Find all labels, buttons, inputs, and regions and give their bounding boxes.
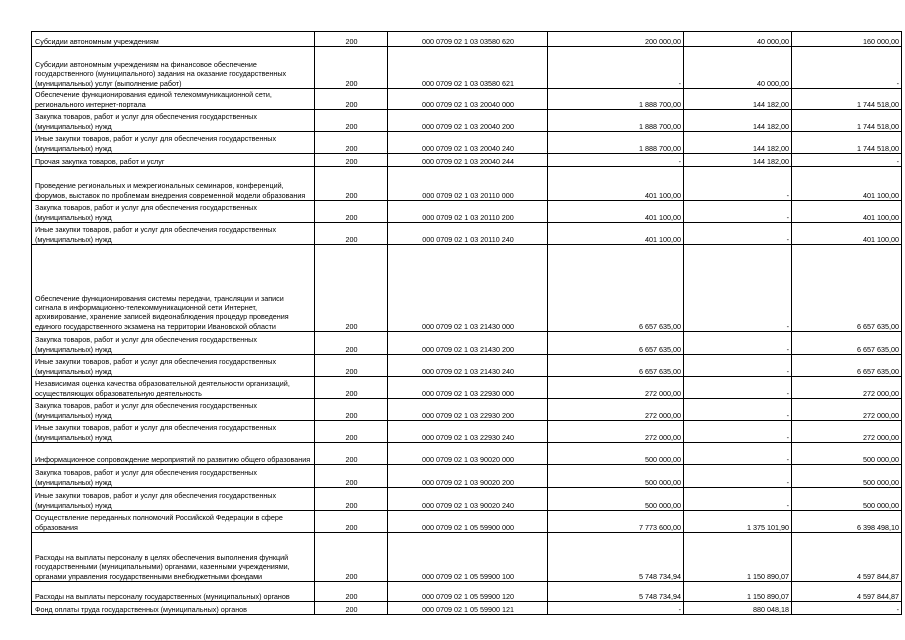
cell-code: 200 (315, 488, 388, 511)
table-body (32, 32, 902, 615)
cell-name: Обеспечение функционирования единой телекоммуникационной сети, регионального интернет-портала (32, 89, 315, 110)
cell-code: 200 (315, 32, 388, 47)
cell-name: Осуществление переданных полномочий Российской Федерации в сфере образования (32, 511, 315, 533)
cell-remaining: - (792, 602, 902, 615)
cell-approved: 401 100,00 (548, 201, 684, 223)
cell-kbk: 000 0709 02 1 05 59900 000 (388, 511, 548, 533)
cell-remaining: 401 100,00 (792, 201, 902, 223)
cell-remaining: 6 657 635,00 (792, 332, 902, 355)
cell-name: Субсидии автономным учреждениям на финансовое обеспечение государственного (муниципального) задания на оказание государственных (муниципальных) услуг (выполнение работ) (32, 47, 315, 89)
cell-approved: 500 000,00 (548, 488, 684, 511)
cell-approved: 401 100,00 (548, 167, 684, 201)
cell-remaining: 401 100,00 (792, 223, 902, 245)
cell-name: Расходы на выплаты персоналу государственных (муниципальных) органов (32, 582, 315, 602)
cell-code: 200 (315, 201, 388, 223)
cell-name: Субсидии автономным учреждениям (32, 32, 315, 47)
table-row (32, 533, 902, 582)
cell-name: Закупка товаров, работ и услуг для обеспечения государственных (муниципальных) нужд (32, 465, 315, 488)
cell-remaining: 272 000,00 (792, 377, 902, 399)
cell-remaining: 4 597 844,87 (792, 582, 902, 602)
table-row (32, 443, 902, 465)
cell-code: 200 (315, 533, 388, 582)
cell-remaining: 1 744 518,00 (792, 110, 902, 132)
table-row (32, 582, 902, 602)
cell-name: Прочая закупка товаров, работ и услуг (32, 154, 315, 167)
cell-code: 200 (315, 465, 388, 488)
cell-kbk: 000 0709 02 1 03 20110 000 (388, 167, 548, 201)
cell-kbk: 000 0709 02 1 03 90020 200 (388, 465, 548, 488)
cell-code: 200 (315, 421, 388, 443)
cell-executed: - (684, 399, 792, 421)
cell-code: 200 (315, 355, 388, 377)
cell-kbk: 000 0709 02 1 03 20110 200 (388, 201, 548, 223)
table-row (32, 511, 902, 533)
table-row (32, 488, 902, 511)
cell-kbk: 000 0709 02 1 03 03580 620 (388, 32, 548, 47)
cell-remaining: 272 000,00 (792, 421, 902, 443)
cell-kbk: 000 0709 02 1 03 90020 000 (388, 443, 548, 465)
cell-executed: 144 182,00 (684, 154, 792, 167)
cell-kbk: 000 0709 02 1 03 22930 000 (388, 377, 548, 399)
cell-code: 200 (315, 223, 388, 245)
cell-approved: 5 748 734,94 (548, 533, 684, 582)
cell-remaining: 6 398 498,10 (792, 511, 902, 533)
cell-approved: 272 000,00 (548, 399, 684, 421)
cell-executed: - (684, 245, 792, 332)
cell-executed: 144 182,00 (684, 110, 792, 132)
cell-executed: 1 150 890,07 (684, 533, 792, 582)
cell-approved: 1 888 700,00 (548, 89, 684, 110)
table-row (32, 602, 902, 615)
cell-kbk: 000 0709 02 1 03 03580 621 (388, 47, 548, 89)
cell-name: Закупка товаров, работ и услуг для обеспечения государственных (муниципальных) нужд (32, 201, 315, 223)
cell-name: Иные закупки товаров, работ и услуг для обеспечения государственных (муниципальных) нужд (32, 421, 315, 443)
table-row (32, 32, 902, 47)
table-row (32, 154, 902, 167)
cell-code: 200 (315, 511, 388, 533)
cell-executed: - (684, 465, 792, 488)
cell-executed: - (684, 223, 792, 245)
cell-name: Закупка товаров, работ и услуг для обеспечения государственных (муниципальных) нужд (32, 332, 315, 355)
table-row (32, 332, 902, 355)
cell-remaining: 1 744 518,00 (792, 89, 902, 110)
cell-kbk: 000 0709 02 1 03 20110 240 (388, 223, 548, 245)
cell-remaining: 401 100,00 (792, 167, 902, 201)
cell-remaining: 500 000,00 (792, 443, 902, 465)
cell-executed: - (684, 377, 792, 399)
cell-kbk: 000 0709 02 1 03 22930 200 (388, 399, 548, 421)
budget-execution-table (31, 31, 902, 615)
cell-name: Проведение региональных и межрегиональных семинаров, конференций, форумов, выставок по проблемам внедрения современной модели образования (32, 167, 315, 201)
cell-executed: 880 048,18 (684, 602, 792, 615)
cell-remaining: - (792, 154, 902, 167)
cell-remaining: 1 744 518,00 (792, 132, 902, 154)
cell-code: 200 (315, 154, 388, 167)
cell-name: Информационное сопровождение мероприятий по развитию общего образования (32, 443, 315, 465)
cell-executed: 144 182,00 (684, 89, 792, 110)
cell-remaining: 500 000,00 (792, 488, 902, 511)
cell-approved: 1 888 700,00 (548, 110, 684, 132)
cell-approved: 6 657 635,00 (548, 355, 684, 377)
cell-remaining: 4 597 844,87 (792, 533, 902, 582)
cell-kbk: 000 0709 02 1 03 21430 200 (388, 332, 548, 355)
cell-approved: 500 000,00 (548, 465, 684, 488)
cell-kbk: 000 0709 02 1 05 59900 100 (388, 533, 548, 582)
cell-kbk: 000 0709 02 1 03 21430 000 (388, 245, 548, 332)
cell-executed: - (684, 167, 792, 201)
cell-kbk: 000 0709 02 1 03 20040 240 (388, 132, 548, 154)
cell-approved: - (548, 47, 684, 89)
table-row (32, 110, 902, 132)
table-row (32, 167, 902, 201)
cell-code: 200 (315, 377, 388, 399)
table-row (32, 377, 902, 399)
cell-approved: 1 888 700,00 (548, 132, 684, 154)
cell-code: 200 (315, 167, 388, 201)
cell-approved: 272 000,00 (548, 421, 684, 443)
cell-name: Расходы на выплаты персоналу в целях обеспечения выполнения функций государственными (муниципальными) органами, казенными учреждениями, органами управления государственными внебюджетными фондами (32, 533, 315, 582)
cell-executed: - (684, 332, 792, 355)
cell-code: 200 (315, 582, 388, 602)
cell-name: Независимая оценка качества образовательной деятельности организаций, осуществляющих образовательную деятельность (32, 377, 315, 399)
table-row (32, 355, 902, 377)
cell-name: Обеспечение функционирования системы передачи, трансляции и записи сигнала в информационно-телекоммуникационной сети Интернет, архивирование, хранение записей видеонаблюдения процедур проведения единого государственного экзамена на территории Ивановской области (32, 245, 315, 332)
cell-approved: 272 000,00 (548, 377, 684, 399)
cell-name: Закупка товаров, работ и услуг для обеспечения государственных (муниципальных) нужд (32, 110, 315, 132)
cell-executed: - (684, 355, 792, 377)
cell-approved: 200 000,00 (548, 32, 684, 47)
cell-executed: 1 150 890,07 (684, 582, 792, 602)
cell-approved: 5 748 734,94 (548, 582, 684, 602)
table-row (32, 245, 902, 332)
cell-approved: 500 000,00 (548, 443, 684, 465)
cell-approved: 401 100,00 (548, 223, 684, 245)
table-row (32, 399, 902, 421)
cell-code: 200 (315, 245, 388, 332)
cell-approved: 6 657 635,00 (548, 245, 684, 332)
cell-kbk: 000 0709 02 1 05 59900 121 (388, 602, 548, 615)
cell-name: Иные закупки товаров, работ и услуг для обеспечения государственных (муниципальных) нужд (32, 132, 315, 154)
cell-code: 200 (315, 443, 388, 465)
table-row (32, 89, 902, 110)
cell-remaining: 272 000,00 (792, 399, 902, 421)
cell-kbk: 000 0709 02 1 03 20040 000 (388, 89, 548, 110)
cell-remaining: 6 657 635,00 (792, 245, 902, 332)
cell-kbk: 000 0709 02 1 03 22930 240 (388, 421, 548, 443)
table-row (32, 421, 902, 443)
cell-code: 200 (315, 47, 388, 89)
cell-name: Иные закупки товаров, работ и услуг для обеспечения государственных (муниципальных) нужд (32, 355, 315, 377)
cell-remaining: 160 000,00 (792, 32, 902, 47)
cell-code: 200 (315, 602, 388, 615)
cell-approved: 7 773 600,00 (548, 511, 684, 533)
cell-name: Закупка товаров, работ и услуг для обеспечения государственных (муниципальных) нужд (32, 399, 315, 421)
table-row (32, 132, 902, 154)
table-row (32, 223, 902, 245)
cell-approved: - (548, 602, 684, 615)
cell-remaining: 500 000,00 (792, 465, 902, 488)
cell-approved: - (548, 154, 684, 167)
cell-code: 200 (315, 89, 388, 110)
table-row (32, 201, 902, 223)
cell-executed: - (684, 488, 792, 511)
cell-executed: 144 182,00 (684, 132, 792, 154)
cell-executed: 40 000,00 (684, 47, 792, 89)
cell-kbk: 000 0709 02 1 03 21430 240 (388, 355, 548, 377)
cell-remaining: - (792, 47, 902, 89)
cell-executed: - (684, 443, 792, 465)
cell-name: Иные закупки товаров, работ и услуг для обеспечения государственных (муниципальных) нужд (32, 488, 315, 511)
cell-executed: 40 000,00 (684, 32, 792, 47)
cell-kbk: 000 0709 02 1 03 90020 240 (388, 488, 548, 511)
cell-code: 200 (315, 110, 388, 132)
cell-executed: - (684, 421, 792, 443)
cell-name: Фонд оплаты труда государственных (муниципальных) органов (32, 602, 315, 615)
cell-executed: - (684, 201, 792, 223)
table-row (32, 465, 902, 488)
cell-code: 200 (315, 332, 388, 355)
cell-name: Иные закупки товаров, работ и услуг для обеспечения государственных (муниципальных) нужд (32, 223, 315, 245)
cell-kbk: 000 0709 02 1 05 59900 120 (388, 582, 548, 602)
table-row (32, 47, 902, 89)
cell-code: 200 (315, 132, 388, 154)
cell-executed: 1 375 101,90 (684, 511, 792, 533)
cell-approved: 6 657 635,00 (548, 332, 684, 355)
cell-code: 200 (315, 399, 388, 421)
cell-remaining: 6 657 635,00 (792, 355, 902, 377)
cell-kbk: 000 0709 02 1 03 20040 200 (388, 110, 548, 132)
cell-kbk: 000 0709 02 1 03 20040 244 (388, 154, 548, 167)
